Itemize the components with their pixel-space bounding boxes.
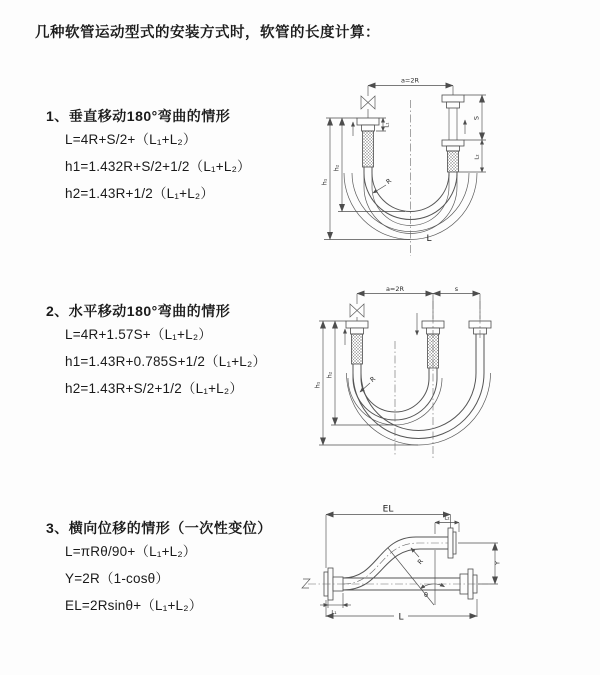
formula-h2: h2=1.43R+1/2（L₁+L₂） bbox=[65, 186, 215, 201]
section-horizontal-movement bbox=[46, 301, 266, 402]
section-2-heading: 2、水平移动180°弯曲的情形 bbox=[46, 303, 231, 319]
formula-h1: h1=1.43R+0.785S+1/2（L₁+L₂） bbox=[65, 354, 267, 369]
dimension-lines bbox=[320, 505, 502, 623]
section-1-heading: 1、垂直移动180°弯曲的情形 bbox=[46, 108, 231, 124]
formula-length: L=4R+S/2+（L₁+L₂） bbox=[65, 132, 197, 147]
braided-hose-section bbox=[352, 334, 363, 364]
dim-label-a2r: a=2R bbox=[400, 76, 420, 85]
radius-label: R bbox=[384, 176, 394, 186]
diagram-lateral-displacement bbox=[298, 498, 590, 650]
dimension-lines bbox=[314, 285, 481, 445]
hose-s-curve bbox=[343, 537, 460, 590]
dim-label-el: EL bbox=[382, 504, 394, 515]
angle-arc bbox=[421, 584, 445, 589]
section-3-heading: 3、横向位移的情形（一次性变位） bbox=[46, 520, 272, 536]
dim-label-s: S bbox=[472, 115, 481, 121]
angle-label: θ bbox=[424, 591, 428, 599]
formula-y: Y=2R（1-cosθ） bbox=[65, 571, 170, 586]
dim-label-s: s bbox=[454, 285, 459, 293]
left-pipe-with-valve bbox=[357, 86, 379, 167]
length-label: L bbox=[426, 234, 432, 244]
formula-el: EL=2Rsinθ+（L₁+L₂） bbox=[65, 598, 203, 613]
dim-label-l1: L₁ bbox=[384, 122, 391, 128]
right-pipe bbox=[469, 294, 491, 334]
page-title: 几种软管运动型式的安装方式时，软管的长度计算： bbox=[35, 25, 380, 41]
upper-right-flange bbox=[448, 528, 456, 558]
dim-label-a2r: a=2R bbox=[385, 285, 405, 293]
section-vertical-movement bbox=[46, 106, 251, 207]
valve-icon bbox=[361, 96, 375, 109]
formula-h2: h2=1.43R+S/2+1/2（L₁+L₂） bbox=[65, 381, 244, 396]
formula-length: L=4R+1.57S+（L₁+L₂） bbox=[65, 327, 212, 342]
section-lateral-displacement bbox=[46, 518, 272, 619]
formula-h1: h1=1.432R+S/2+1/2（L₁+L₂） bbox=[65, 159, 251, 174]
diagram-horizontal-180-bend bbox=[310, 283, 590, 461]
right-pipe bbox=[442, 86, 464, 172]
centerline-break-mark bbox=[302, 579, 310, 588]
dim-label-y: Y bbox=[493, 561, 502, 565]
dim-label-h2: h₂ bbox=[332, 164, 341, 172]
radius-label: R bbox=[415, 557, 425, 567]
left-pipe-with-valve bbox=[346, 294, 368, 364]
valve-icon bbox=[350, 304, 364, 317]
braided-hose-section bbox=[363, 131, 374, 167]
dim-label-h1: h₁ bbox=[320, 178, 329, 186]
formula-length: L=πRθ/90+（L₁+L₂） bbox=[65, 544, 197, 559]
dim-label-h1: h₁ bbox=[313, 381, 322, 389]
dim-label-l: L bbox=[398, 612, 404, 623]
dim-label-l2: L₂ bbox=[444, 515, 450, 522]
hose-u-bends bbox=[347, 334, 491, 445]
braided-hose-section bbox=[448, 151, 459, 172]
diagram-vertical-180-bend bbox=[310, 70, 580, 260]
dim-label-h2: h₂ bbox=[325, 371, 334, 379]
dim-label-l1: L₁ bbox=[331, 610, 337, 616]
dim-label-l2: L₂ bbox=[474, 154, 481, 160]
radius-label: R bbox=[368, 374, 378, 384]
